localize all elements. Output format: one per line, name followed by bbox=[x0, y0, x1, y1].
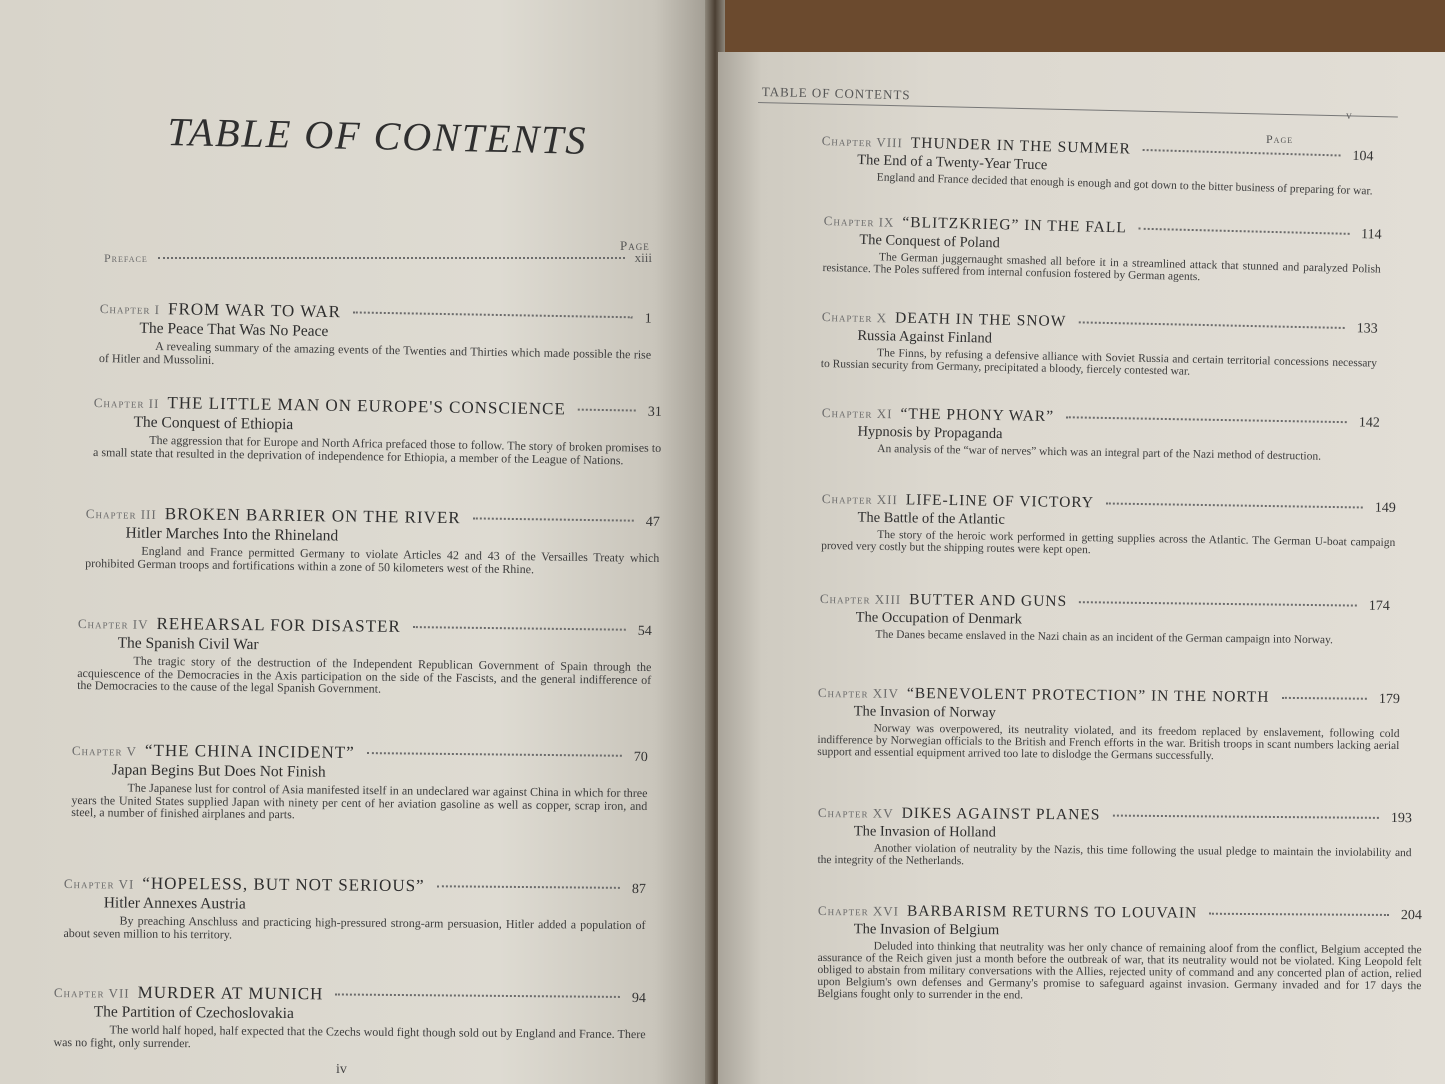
chapter-title: “BENEVOLENT PROTECTION” IN THE NORTH bbox=[906, 684, 1270, 706]
chapter-label: Chapter XVI bbox=[817, 903, 900, 919]
chapter-subtitle: The Conquest of Ethiopia bbox=[133, 413, 294, 434]
chapter-label: Chapter VII bbox=[53, 984, 130, 1001]
right-page bbox=[718, 52, 1445, 1084]
chapter-title: “THE CHINA INCIDENT” bbox=[144, 740, 355, 762]
leader-dots bbox=[1079, 601, 1357, 606]
chapter-description: The tragic story of the destruction of the Independent Republican Government of Spain through the acquiescence of the Democracies in the Axis participation on the side of the Fascists, and the general indifference of the Democracies to the cause of the legal Spanish Government. bbox=[77, 653, 652, 696]
leader-dots bbox=[367, 752, 622, 757]
chapter-description: The Japanese lust for control of Asia manifested itself in an undeclared war against China in which for three years the United States supplied Japan with ninety per cent of her aviation gasoline as well as copper, scrap iron, and steel, a number of finished airplanes and parts. bbox=[71, 780, 648, 822]
chapter-page: 193 bbox=[1390, 811, 1412, 827]
chapter-label: Chapter V bbox=[71, 742, 138, 759]
running-header: TABLE OF CONTENTS bbox=[761, 84, 911, 103]
chapter-description: An analysis of the “war of nerves” which was an integral part of the Nazi method of destruction. bbox=[877, 442, 1322, 463]
chapter-label: Chapter X bbox=[821, 308, 888, 326]
chapter-title: LIFE-LINE OF VICTORY bbox=[905, 491, 1095, 512]
chapter-subtitle: The Invasion of Belgium bbox=[853, 921, 1000, 939]
chapter-description: The world half hoped, half expected that the Czechs would fight though sold out by England and France. There was no fight, only surrender. bbox=[53, 1022, 646, 1050]
chapter-title: BROKEN BARRIER ON THE RIVER bbox=[164, 504, 461, 528]
leader-dots bbox=[1209, 913, 1389, 916]
chapter-description: Norway was overpowered, its neutrality violated, and its freedom replaced by enslavement, following cold indifference by Norwegian officials to the British and French efforts in the war. British troops in scant numbers lacking aerial support and essential equipment arrived too late to dislodge the Germans successfully. bbox=[817, 722, 1400, 763]
chapter-label: Chapter XV bbox=[817, 804, 894, 821]
chapter-title: BARBARISM RETURNS TO LOUVAIN bbox=[906, 902, 1198, 922]
chapter-title: “THE PHONY WAR” bbox=[900, 405, 1055, 426]
toc-entry bbox=[77, 613, 652, 699]
toc-entry bbox=[817, 902, 1422, 1004]
chapter-label: Chapter XII bbox=[821, 490, 898, 508]
chapter-title: “BLITZKRIEG” IN THE FALL bbox=[902, 213, 1128, 237]
leader-dots bbox=[353, 311, 633, 318]
chapter-page: 70 bbox=[633, 749, 648, 766]
chapter-label: Chapter I bbox=[99, 300, 161, 318]
chapter-label: Chapter VI bbox=[63, 875, 135, 892]
chapter-description: The German juggernaught smashed all before it in a streamlined attack that stunned and paralyzed Polish resistance. The Poles suffered from internal confusion fostered by German agents. bbox=[822, 251, 1381, 284]
leader-dots bbox=[1112, 815, 1378, 819]
chapter-description: Another violation of neutrality by the Nazis, this time following the usual pledge to maintain the inviolability and the integrity of the Netherlands. bbox=[817, 842, 1412, 868]
chapter-title: REHEARSAL FOR DISASTER bbox=[156, 613, 401, 636]
chapter-description: The Danes became enslaved in the Nazi chain as an incident of the German campaign into Norway. bbox=[875, 628, 1333, 647]
chapter-subtitle: The Partition of Czechoslovakia bbox=[93, 1003, 294, 1023]
chapter-subtitle: Japan Begins But Does Not Finish bbox=[111, 761, 326, 781]
chapter-page: 94 bbox=[631, 991, 646, 1007]
left-page bbox=[0, 0, 712, 1084]
chapter-subtitle: The End of a Twenty-Year Truce bbox=[857, 151, 1048, 174]
leader-dots bbox=[1066, 416, 1347, 423]
preface-label: Preface bbox=[104, 251, 148, 265]
chapter-subtitle: Hitler Marches Into the Rhineland bbox=[125, 524, 339, 545]
leader-dots bbox=[1143, 149, 1341, 157]
chapter-subtitle: The Battle of the Atlantic bbox=[857, 509, 1006, 528]
toc-entry bbox=[821, 404, 1380, 464]
chapter-page: 104 bbox=[1352, 148, 1374, 165]
chapter-page: 54 bbox=[637, 623, 652, 640]
chapter-subtitle: The Conquest of Poland bbox=[859, 231, 1001, 252]
toc-entry bbox=[817, 684, 1400, 764]
preface-entry bbox=[104, 250, 652, 266]
toc-entry bbox=[71, 740, 648, 825]
chapter-page: 142 bbox=[1358, 415, 1380, 431]
leader-dots bbox=[1139, 228, 1349, 235]
page-title: TABLE OF CONTENTS bbox=[167, 108, 588, 163]
chapter-label: Chapter III bbox=[85, 505, 157, 522]
leader-dots bbox=[1078, 321, 1344, 329]
leader-dots bbox=[578, 409, 636, 412]
chapter-title: DIKES AGAINST PLANES bbox=[901, 804, 1101, 824]
chapter-page: 179 bbox=[1378, 691, 1400, 708]
chapter-description: England and France permitted Germany to violate Articles 42 and 43 of the Versailles Treaty which prohibited German troops and fortifications within a zone of 50 kilometers west of the Rhine. bbox=[85, 543, 660, 576]
folio: v bbox=[1346, 110, 1353, 122]
chapter-label: Chapter XIV bbox=[817, 684, 900, 701]
chapter-subtitle: The Peace That Was No Peace bbox=[139, 319, 329, 340]
chapter-title: THE LITTLE MAN ON EUROPE'S CONSCIENCE bbox=[167, 393, 567, 419]
leader-dots bbox=[335, 993, 620, 997]
toc-entry bbox=[821, 490, 1396, 561]
chapter-page: 114 bbox=[1360, 227, 1382, 243]
toc-entry bbox=[63, 873, 646, 944]
chapter-page: 1 bbox=[644, 311, 652, 327]
chapter-page: 47 bbox=[645, 514, 660, 531]
leader-dots bbox=[1281, 697, 1366, 700]
leader-dots bbox=[158, 257, 625, 259]
chapter-label: Chapter VIII bbox=[821, 132, 904, 151]
chapter-label: Chapter IX bbox=[823, 212, 895, 230]
chapter-title: BUTTER AND GUNS bbox=[909, 591, 1068, 611]
chapter-description: By preaching Anschluss and practicing high-pressured strong-arm persuasion, Hitler added a population of about seven million to his territory. bbox=[63, 913, 646, 941]
chapter-subtitle: Russia Against Finland bbox=[857, 327, 993, 347]
chapter-label: Chapter IV bbox=[77, 615, 149, 632]
chapter-title: MURDER AT MUNICH bbox=[137, 982, 324, 1004]
chapter-page: 31 bbox=[647, 404, 662, 420]
chapter-page: 133 bbox=[1356, 321, 1378, 337]
chapter-title: THUNDER IN THE SUMMER bbox=[910, 134, 1132, 158]
chapter-title: FROM WAR TO WAR bbox=[167, 299, 342, 322]
chapter-subtitle: Hypnosis by Propaganda bbox=[857, 423, 1003, 443]
chapter-subtitle: The Invasion of Norway bbox=[853, 703, 996, 721]
chapter-label: Chapter XIII bbox=[819, 590, 902, 607]
toc-entry bbox=[821, 308, 1378, 382]
toc-entry bbox=[85, 503, 660, 577]
chapter-label: Chapter II bbox=[93, 394, 160, 412]
chapter-page: 87 bbox=[631, 881, 646, 898]
toc-entry bbox=[817, 804, 1412, 871]
leader-dots bbox=[413, 626, 626, 631]
chapter-description: The Finns, by refusing a defensive alliance with Soviet Russia and certain territorial concessions necessary to Russian security from Germany, precipitated a bloody, fiercely contested war. bbox=[820, 347, 1378, 378]
chapter-page: 149 bbox=[1374, 500, 1396, 517]
chapter-description: The aggression that for Europe and North Africa prefaced those to follow. The story of broken promises to a small state that resulted in the deprivation of independence for Ethiopia, a member of the League of Nations. bbox=[92, 432, 662, 467]
chapter-description: Deluded into thinking that neutrality was her only chance of remaining aloof from the conflict, Belgium accepted the assurance of the Reich given just a month before the outbreak of war, that its neutrality would not be violated. King Leopold felt obliged to abstain from military conversations with the Allies, rejected unity of command and any concerted plan of action, relied upon Belgium's own defenses and Germany's promise to safeguard against invasion. Germany invaded and for 17 days the Belgians fought only to surrender in the end. bbox=[817, 940, 1422, 1002]
page-number-footer: iv bbox=[336, 1062, 347, 1077]
chapter-title: “HOPELESS, BUT NOT SERIOUS” bbox=[142, 873, 425, 896]
chapter-subtitle: The Invasion of Holland bbox=[853, 823, 996, 841]
chapter-title: DEATH IN THE SNOW bbox=[894, 309, 1067, 331]
leader-dots bbox=[437, 885, 620, 889]
toc-entry bbox=[53, 982, 646, 1053]
toc-entry bbox=[819, 590, 1390, 647]
chapter-description: England and France decided that enough is enough and got down to the bitter business of preparing for war. bbox=[876, 171, 1373, 198]
toc-entry bbox=[99, 298, 652, 374]
page-column-label: Page bbox=[620, 238, 650, 253]
chapter-subtitle: The Occupation of Denmark bbox=[855, 609, 1023, 628]
toc-entry bbox=[822, 212, 1381, 288]
chapter-page: 174 bbox=[1368, 598, 1390, 614]
preface-page: xiii bbox=[634, 250, 652, 265]
leader-dots bbox=[1106, 502, 1363, 508]
chapter-subtitle: Hitler Annexes Austria bbox=[103, 894, 246, 913]
chapter-page: 204 bbox=[1400, 908, 1422, 924]
chapter-description: A revealing summary of the amazing events of the Twenties and Thirties which made possible the rise of Hitler and Mussolini. bbox=[98, 338, 652, 367]
leader-dots bbox=[473, 517, 634, 521]
chapter-label: Chapter XI bbox=[821, 404, 893, 422]
page-column-label: Page bbox=[1266, 132, 1294, 146]
toc-entry bbox=[93, 392, 662, 467]
header-rule bbox=[758, 102, 1398, 118]
chapter-subtitle: The Spanish Civil War bbox=[117, 634, 259, 654]
chapter-description: The story of the heroic work performed in getting supplies across the Atlantic. The German U-boat campaign proved very costly but the shipping routes were kept open. bbox=[821, 528, 1396, 557]
